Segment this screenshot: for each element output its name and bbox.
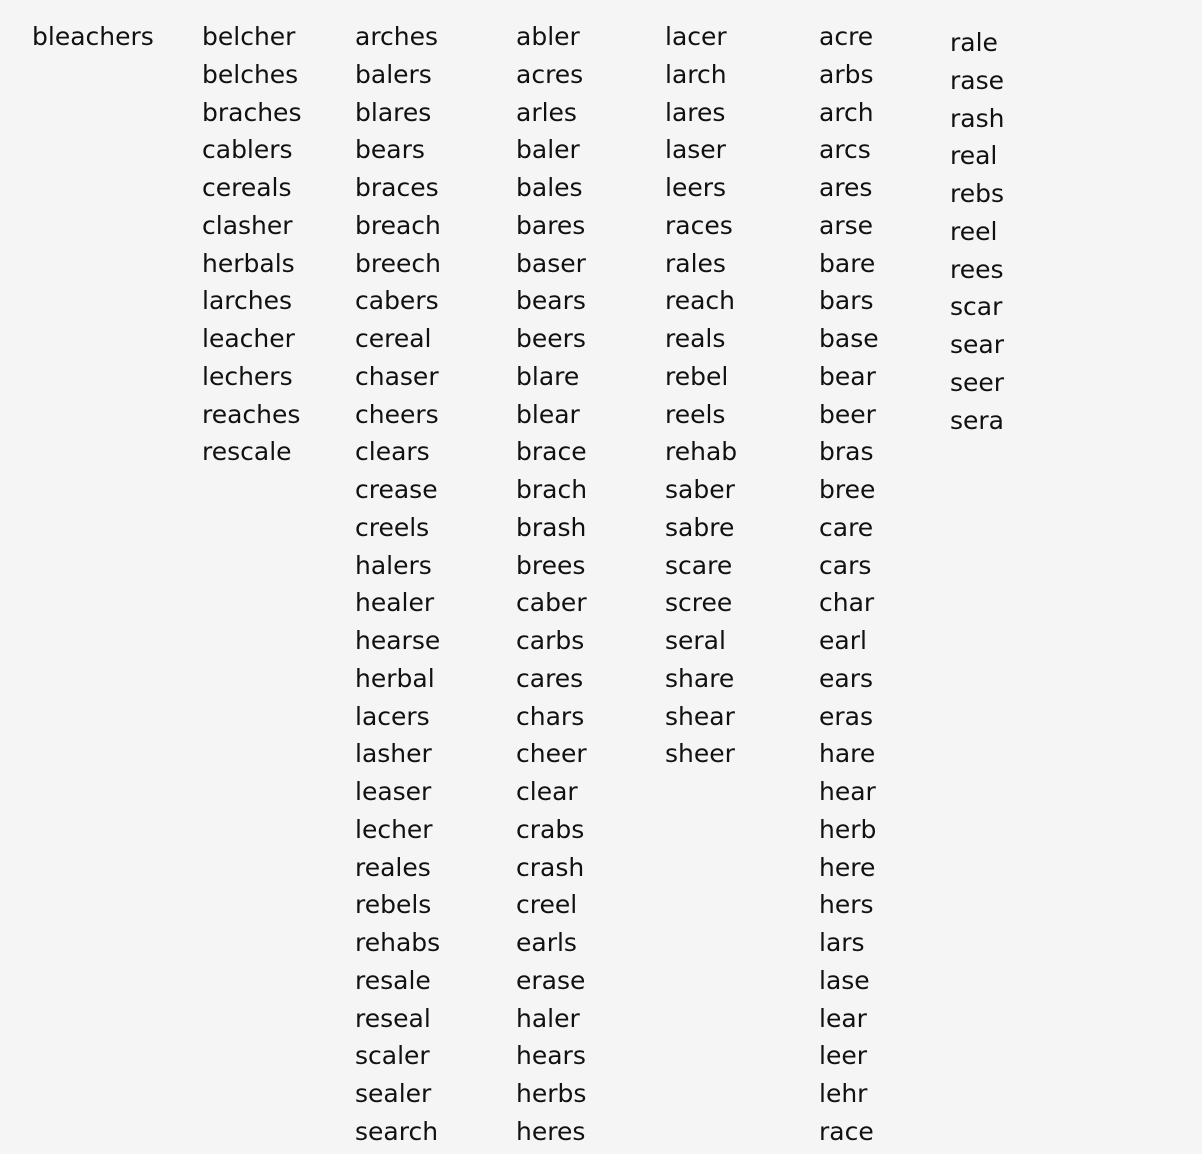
word-list-item: cars	[819, 550, 872, 580]
word-list-item: bree	[819, 475, 876, 504]
word-list-item: creels	[355, 512, 430, 542]
word-list-item: arches	[355, 22, 439, 51]
word-list-item: breach	[355, 210, 441, 240]
word-list-item: beer	[819, 399, 876, 429]
word-list-item: rale	[950, 28, 998, 57]
word-list-item: acres	[516, 59, 584, 89]
word-list-item: reel	[950, 216, 998, 246]
word-list-item: race	[819, 1116, 874, 1146]
word-list-item: leers	[665, 173, 727, 202]
word-list-item: sear	[950, 330, 1005, 359]
word-list-item: lars	[819, 928, 865, 957]
word-list-item: lacer	[665, 22, 727, 51]
word-list-item: search	[355, 1116, 439, 1146]
word-list-item: herbs	[516, 1079, 587, 1108]
word-column-7-letters	[202, 18, 301, 471]
word-list-item: bars	[819, 286, 874, 316]
word-list-item: abler	[516, 22, 580, 51]
word-list-item: braches	[202, 97, 302, 127]
word-list-item: chars	[516, 701, 585, 731]
word-list-item: bears	[516, 286, 586, 316]
word-list-item: here	[819, 852, 876, 882]
word-list-item: rebels	[355, 890, 432, 920]
word-list-item: herb	[819, 814, 877, 844]
word-list-item: hers	[819, 890, 874, 920]
word-list-item: bare	[819, 248, 876, 278]
word-list-item: brash	[516, 512, 587, 542]
word-list-item: clears	[355, 437, 430, 467]
word-column-4-letters-b	[950, 24, 1004, 439]
word-list-item: breech	[355, 248, 441, 278]
word-list-item: lehr	[819, 1079, 868, 1108]
word-list-item: lacers	[355, 701, 430, 731]
word-list-item: arles	[516, 97, 577, 127]
word-list-item: cares	[516, 663, 584, 693]
word-column-5-letters-b	[665, 18, 737, 773]
word-list-item: heres	[516, 1116, 586, 1146]
word-list-item: blare	[516, 361, 580, 391]
word-list-item: acre	[819, 22, 874, 51]
word-list-item: races	[665, 210, 733, 240]
word-list-item: cereal	[355, 324, 432, 353]
word-list-item: larch	[665, 59, 727, 89]
word-list-item: herbals	[202, 248, 295, 278]
word-list-item: cablers	[202, 135, 293, 165]
word-list-item: sera	[950, 405, 1005, 435]
word-list-item: clear	[516, 777, 578, 806]
word-list-item: earls	[516, 928, 577, 957]
word-list-item: ares	[819, 173, 873, 202]
word-list-item: scree	[665, 588, 733, 618]
word-list-item: bear	[819, 361, 876, 391]
word-list-item: sealer	[355, 1079, 432, 1108]
word-list-item: seral	[665, 626, 726, 655]
word-list-item: hearse	[355, 626, 441, 655]
word-list-item: rehab	[665, 437, 738, 467]
word-list-item: baler	[516, 135, 580, 165]
word-list-item: crabs	[516, 814, 585, 844]
word-list-item: crash	[516, 852, 585, 882]
word-list-item: lechers	[202, 361, 293, 391]
word-list-item: crease	[355, 475, 438, 504]
word-list-item: ears	[819, 663, 874, 693]
word-list-item: cheers	[355, 399, 439, 429]
word-list-item: brach	[516, 475, 588, 504]
word-list-item: belcher	[202, 22, 296, 51]
word-list-item: cereals	[202, 173, 292, 202]
word-list-item: sabre	[665, 512, 735, 542]
word-list-item: saber	[665, 475, 735, 504]
word-list-item: healer	[355, 588, 435, 618]
word-list-item: rebel	[665, 361, 729, 391]
word-list-item: bales	[516, 173, 583, 202]
word-list-item: hare	[819, 739, 876, 769]
word-list-item: blares	[355, 97, 432, 127]
word-list-item: leaser	[355, 777, 432, 806]
word-list-item: bares	[516, 210, 586, 240]
word-list-item: arcs	[819, 135, 871, 165]
word-list-item: rescale	[202, 437, 292, 467]
word-list-item: eras	[819, 701, 874, 731]
word-list-item: brace	[516, 437, 587, 467]
word-list-item: earl	[819, 626, 867, 655]
word-list-item: base	[819, 324, 879, 353]
word-column-6-letters	[355, 18, 441, 1151]
word-list-item: rebs	[950, 179, 1005, 208]
word-list-item: carbs	[516, 626, 585, 655]
word-list-item: lasher	[355, 739, 432, 769]
word-list-item: beers	[516, 324, 586, 353]
word-list-item: halers	[355, 550, 432, 580]
word-list-item: arse	[819, 210, 874, 240]
word-list-item: rehabs	[355, 928, 441, 957]
word-list-item: reach	[665, 286, 736, 316]
word-list-item: share	[665, 663, 735, 693]
word-list-item: baser	[516, 248, 586, 278]
word-list-item: reels	[665, 399, 726, 429]
word-list-item: rash	[950, 103, 1005, 133]
word-list-item: leacher	[202, 324, 295, 353]
word-list-item: lear	[819, 1003, 867, 1033]
word-list-item: braces	[355, 173, 439, 202]
word-list-item: seer	[950, 367, 1005, 397]
word-list-item: arch	[819, 97, 874, 127]
word-column-5-letters-a	[516, 18, 587, 1151]
word-list-item: care	[819, 512, 874, 542]
word-list-item: leer	[819, 1041, 867, 1071]
word-list-item: bears	[355, 135, 425, 165]
word-list-item: belches	[202, 59, 299, 89]
word-list-item: caber	[516, 588, 587, 618]
word-list-item: shear	[665, 701, 735, 731]
word-list-item: hears	[516, 1041, 586, 1071]
word-list-item: bras	[819, 437, 874, 467]
word-list-item: char	[819, 588, 875, 618]
word-list-item: chaser	[355, 361, 439, 391]
word-list-item: resale	[355, 965, 431, 995]
word-list-item: reseal	[355, 1003, 431, 1033]
word-list-item: lares	[665, 97, 726, 127]
word-list-item: lase	[819, 965, 870, 995]
word-list-item: cheer	[516, 739, 587, 769]
word-list-item: hear	[819, 777, 876, 806]
word-list-item: erase	[516, 965, 586, 995]
word-list-item: real	[950, 141, 998, 171]
word-list-item: bleachers	[32, 22, 154, 51]
word-list-item: rase	[950, 65, 1005, 95]
word-list-item: reals	[665, 324, 726, 353]
word-list-item: brees	[516, 550, 586, 580]
word-list-item: cabers	[355, 286, 439, 316]
word-list-item: sheer	[665, 739, 735, 769]
word-list-item: herbal	[355, 663, 435, 693]
word-list-item: scare	[665, 550, 733, 580]
word-list-item: lecher	[355, 814, 433, 844]
word-list-item: reales	[355, 852, 431, 882]
word-list-item: laser	[665, 135, 726, 165]
word-column-4-letters-a	[819, 18, 879, 1151]
word-column-9-letters	[32, 18, 154, 56]
word-list-item: rales	[665, 248, 726, 278]
word-list-item: arbs	[819, 59, 874, 89]
word-list-item: blear	[516, 399, 580, 429]
word-list-item: rees	[950, 254, 1004, 284]
word-list-item: larches	[202, 286, 292, 316]
word-list-item: haler	[516, 1003, 580, 1033]
word-list-item: creel	[516, 890, 578, 920]
word-list-item: scaler	[355, 1041, 430, 1071]
word-list-item: reaches	[202, 399, 301, 429]
word-list-item: clasher	[202, 210, 293, 240]
word-list-item: scar	[950, 292, 1003, 322]
word-list-item: balers	[355, 59, 432, 89]
